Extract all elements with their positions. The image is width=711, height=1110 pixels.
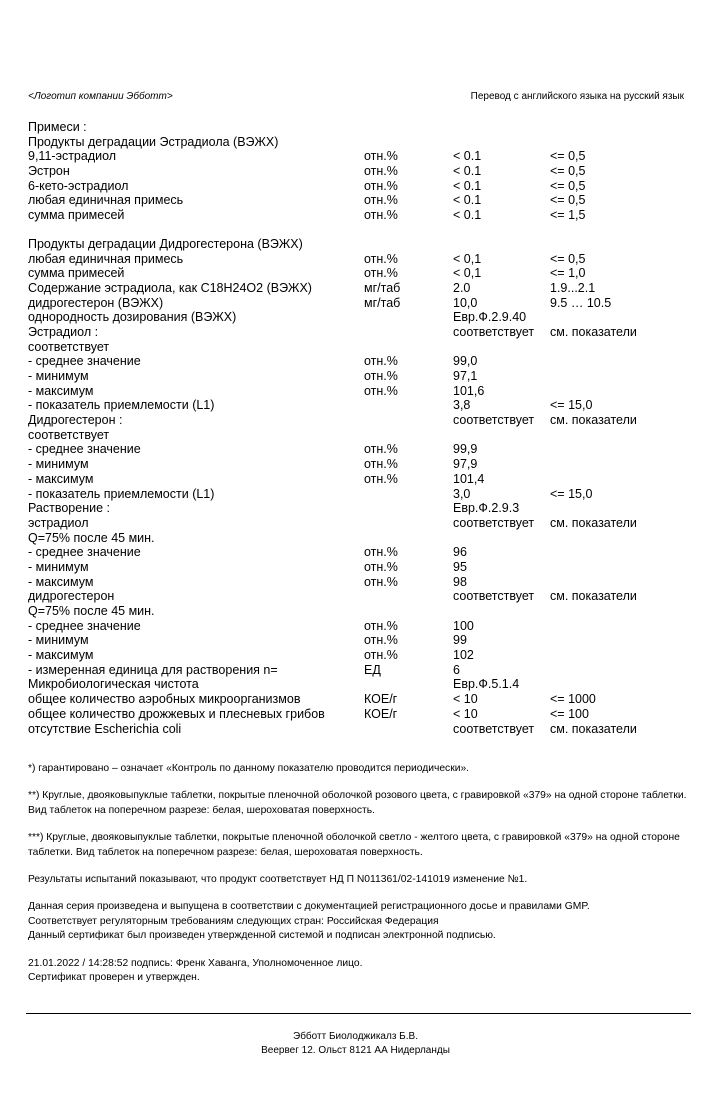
- test-name: Примеси :: [28, 120, 87, 134]
- test-name: - максимум: [28, 383, 94, 398]
- test-unit: отн.%: [364, 164, 398, 179]
- test-unit: отн.%: [364, 633, 398, 648]
- note-paragraph: [28, 957, 694, 986]
- test-name: общее количество дрожжевых и плесневых грибов: [28, 706, 325, 721]
- table-row: [28, 663, 688, 678]
- translation-note: Перевод с английского языка на русский язык: [470, 91, 684, 102]
- test-name: Продукты деградации Дидрогестерона (ВЭЖХ): [28, 236, 303, 251]
- section-gap: [28, 223, 688, 237]
- test-name: любая единичная примесь: [28, 251, 184, 266]
- note-line: *) гарантировано – означает «Контроль по данному показателю проводится периодически».: [28, 763, 470, 774]
- table-row: [28, 457, 688, 472]
- test-name: Q=75% после 45 мин.: [28, 530, 155, 545]
- test-name: дидрогестерон (ВЭЖХ): [28, 295, 164, 310]
- test-result: 100: [453, 618, 474, 633]
- table-row: [28, 722, 688, 737]
- test-result: 98: [453, 574, 467, 589]
- test-limit: <= 0,5: [550, 251, 586, 266]
- test-name: - среднее значение: [28, 545, 141, 560]
- test-result: 101,6: [453, 383, 485, 398]
- test-unit: отн.%: [364, 574, 398, 589]
- test-unit: отн.%: [364, 442, 398, 457]
- note-line: **) Круглые, двояковыпуклые таблетки, покрытые пленочной оболочкой розового цвета, с гравировкой «379» на одной стороне таблетки. Вид таблеток на поперечном разрезе: белая, шероховатая поверхность.: [28, 790, 687, 816]
- test-name: - минимум: [28, 559, 89, 574]
- footer: [0, 1030, 711, 1058]
- test-unit: отн.%: [364, 266, 398, 281]
- test-result: 3,0: [453, 486, 471, 501]
- test-name: - показатель приемлемости (L1): [28, 398, 215, 413]
- test-unit: КОЕ/г: [364, 706, 398, 721]
- note-paragraph: [28, 873, 694, 887]
- test-name: эстрадиол: [28, 515, 89, 530]
- test-limit: <= 1,5: [550, 208, 586, 223]
- test-result: Евр.Ф.2.9.3: [453, 501, 520, 516]
- test-unit: отн.%: [364, 208, 398, 223]
- test-name: - максимум: [28, 471, 94, 486]
- test-name: - среднее значение: [28, 618, 141, 633]
- table-row: [28, 296, 688, 311]
- test-name: - максимум: [28, 648, 94, 663]
- note-paragraph: [28, 762, 694, 776]
- table-row: [28, 428, 688, 443]
- test-result: 6: [453, 662, 460, 677]
- test-limit: см. показатели: [550, 413, 637, 428]
- test-name: 9,11-эстрадиол: [28, 149, 117, 164]
- table-row: [28, 619, 688, 634]
- table-row: [28, 149, 688, 164]
- test-unit: ЕД: [364, 662, 381, 677]
- test-limit: <= 100: [550, 706, 589, 721]
- test-name: - минимум: [28, 369, 89, 383]
- table-row: [28, 692, 688, 707]
- test-result: < 0,1: [453, 251, 482, 266]
- note-paragraph: [28, 900, 694, 943]
- test-name: - минимум: [28, 633, 89, 648]
- test-result: Евр.Ф.2.9.40: [453, 310, 527, 325]
- test-limit: <= 0,5: [550, 164, 586, 179]
- test-result: 2.0: [453, 280, 471, 295]
- test-name: 6-кето-эстрадиол: [28, 178, 129, 193]
- test-result: соответствует: [453, 721, 535, 736]
- test-name: Q=75% после 45 мин.: [28, 604, 155, 618]
- test-result: соответствует: [453, 324, 535, 339]
- footer-divider: [26, 1013, 691, 1014]
- note-line: Данный сертификат был произведен утвержденной системой и подписан электронной подписью.: [28, 930, 496, 942]
- test-limit: <= 1000: [550, 692, 596, 707]
- test-unit: отн.%: [364, 383, 398, 398]
- table-row: [28, 604, 688, 619]
- test-limit: см. показатели: [550, 721, 637, 736]
- test-name: Дидрогестерон :: [28, 413, 123, 428]
- table-row: [28, 487, 688, 502]
- note-line: Сертификат проверен и утвержден.: [28, 972, 200, 984]
- table-row: [28, 398, 688, 413]
- table-row: [28, 193, 688, 208]
- test-limit: <= 0,5: [550, 149, 586, 164]
- test-name: Продукты деградации Эстрадиола (ВЭЖХ): [28, 134, 279, 149]
- test-unit: отн.%: [364, 457, 398, 472]
- table-row: [28, 164, 688, 179]
- table-row: [28, 310, 688, 325]
- company-name: Эбботт Биолоджикалз Б.В.: [293, 1031, 418, 1042]
- test-limit: см. показатели: [550, 589, 637, 604]
- test-name: - максимум: [28, 574, 94, 589]
- table-row: [28, 531, 688, 546]
- table-row: [28, 179, 688, 194]
- table-row: [28, 281, 688, 296]
- table-row: [28, 575, 688, 590]
- table-row: [28, 266, 688, 281]
- note-paragraph: [28, 831, 694, 860]
- test-result: 99: [453, 633, 467, 648]
- test-result: 95: [453, 559, 467, 574]
- test-result: < 0.1: [453, 208, 482, 223]
- table-row: [28, 384, 688, 399]
- table-row: [28, 252, 688, 267]
- test-limit: <= 15,0: [550, 486, 593, 501]
- test-result: < 0.1: [453, 178, 482, 193]
- test-result: 99,9: [453, 442, 478, 457]
- table-row: [28, 413, 688, 428]
- test-name: - среднее значение: [28, 442, 141, 457]
- test-result: 99,0: [453, 354, 478, 369]
- test-result: 101,4: [453, 471, 485, 486]
- table-row: [28, 325, 688, 340]
- test-unit: отн.%: [364, 149, 398, 164]
- test-name: - среднее значение: [28, 354, 141, 369]
- test-limit: <= 0,5: [550, 193, 586, 208]
- test-name: общее количество аэробных микроорганизмов: [28, 692, 301, 707]
- test-unit: отн.%: [364, 251, 398, 266]
- test-name: - измеренная единица для растворения n=: [28, 662, 278, 677]
- test-result: Евр.Ф.5.1.4: [453, 677, 520, 692]
- table-row: [28, 648, 688, 663]
- test-result: 97,9: [453, 457, 478, 472]
- note-line: ***) Круглые, двояковыпуклые таблетки, покрытые пленочной оболочкой светло - желтого цвета, с гравировкой «379» на одной стороне таблетки. Вид таблеток на поперечном разрезе: белая, шероховатая поверхность.: [28, 832, 680, 858]
- test-result: 102: [453, 648, 474, 663]
- table-row: [28, 354, 688, 369]
- test-unit: отн.%: [364, 369, 398, 383]
- test-result: соответствует: [453, 589, 535, 604]
- company-logo-placeholder: <Логотип компании Эбботт>: [28, 91, 173, 102]
- test-unit: отн.%: [364, 193, 398, 208]
- test-name: соответствует: [28, 427, 110, 442]
- test-name: отсутствие Escherichia coli: [28, 721, 182, 736]
- table-row: [28, 633, 688, 648]
- test-limit: <= 1,0: [550, 266, 586, 281]
- test-result: < 0.1: [453, 193, 482, 208]
- table-row: [28, 135, 688, 150]
- test-name: дидрогестерон: [28, 589, 115, 604]
- test-name: сумма примесей: [28, 208, 125, 223]
- test-result: 97,1: [453, 369, 478, 383]
- test-result: 96: [453, 545, 467, 560]
- test-result: < 0,1: [453, 266, 482, 281]
- test-name: - минимум: [28, 457, 89, 472]
- test-name: сумма примесей: [28, 266, 125, 281]
- table-row: [28, 208, 688, 223]
- notes-section: [28, 762, 694, 998]
- test-unit: отн.%: [364, 471, 398, 486]
- table-row: [28, 369, 688, 384]
- table-row: [28, 589, 688, 604]
- test-limit: см. показатели: [550, 324, 637, 339]
- test-unit: мг/таб: [364, 280, 401, 295]
- test-unit: мг/таб: [364, 295, 401, 310]
- test-unit: отн.%: [364, 354, 398, 369]
- test-limit: <= 0,5: [550, 178, 586, 193]
- table-row: [28, 516, 688, 531]
- table-row: [28, 677, 688, 692]
- table-row: [28, 442, 688, 457]
- note-line: Данная серия произведена и выпущена в соответствии с документацией регистрационного досье и правилами GMP.: [28, 901, 590, 913]
- test-name: Микробиологическая чистота: [28, 677, 199, 692]
- note-paragraph: [28, 789, 694, 818]
- test-name: - показатель приемлемости (L1): [28, 486, 215, 501]
- test-unit: отн.%: [364, 545, 398, 560]
- test-result: соответствует: [453, 413, 535, 428]
- test-limit: см. показатели: [550, 515, 637, 530]
- note-line: Соответствует регуляторным требованиям следующих стран: Российская Федерация: [28, 915, 439, 927]
- test-results-table: [28, 120, 688, 736]
- table-row: [28, 472, 688, 487]
- test-name: любая единичная примесь: [28, 193, 184, 208]
- test-result: < 10: [453, 692, 478, 707]
- test-limit: 9.5 … 10.5: [550, 295, 612, 310]
- test-name: Содержание эстрадиола, как C18H24O2 (ВЭЖХ): [28, 280, 312, 295]
- test-result: < 0.1: [453, 149, 482, 164]
- test-result: < 0.1: [453, 164, 482, 179]
- table-row: [28, 237, 688, 252]
- test-limit: 1.9...2.1: [550, 280, 596, 295]
- test-name: Растворение :: [28, 501, 110, 516]
- table-row: [28, 707, 688, 722]
- test-result: соответствует: [453, 515, 535, 530]
- table-row: [28, 120, 688, 135]
- table-row: [28, 545, 688, 560]
- test-name: Эстрон: [28, 164, 70, 179]
- table-row: [28, 560, 688, 575]
- test-name: соответствует: [28, 339, 110, 354]
- table-row: [28, 340, 688, 355]
- note-line: 21.01.2022 / 14:28:52 подпись: Френк Хаванга, Уполномоченное лицо.: [28, 957, 363, 969]
- test-result: < 10: [453, 706, 478, 721]
- company-address: Веервег 12. Ольст 8121 АА Нидерланды: [261, 1045, 450, 1056]
- test-unit: отн.%: [364, 618, 398, 633]
- test-unit: отн.%: [364, 178, 398, 193]
- test-unit: отн.%: [364, 559, 398, 574]
- test-result: 3,8: [453, 398, 471, 413]
- test-name: Эстрадиол :: [28, 324, 99, 339]
- test-name: однородность дозирования (ВЭЖХ): [28, 310, 237, 325]
- test-unit: КОЕ/г: [364, 692, 398, 707]
- note-line: Результаты испытаний показывают, что продукт соответствует НД П N011361/02-141019 изменение №1.: [28, 874, 528, 886]
- test-result: 10,0: [453, 295, 478, 310]
- test-unit: отн.%: [364, 648, 398, 663]
- table-row: [28, 501, 688, 516]
- test-limit: <= 15,0: [550, 398, 593, 413]
